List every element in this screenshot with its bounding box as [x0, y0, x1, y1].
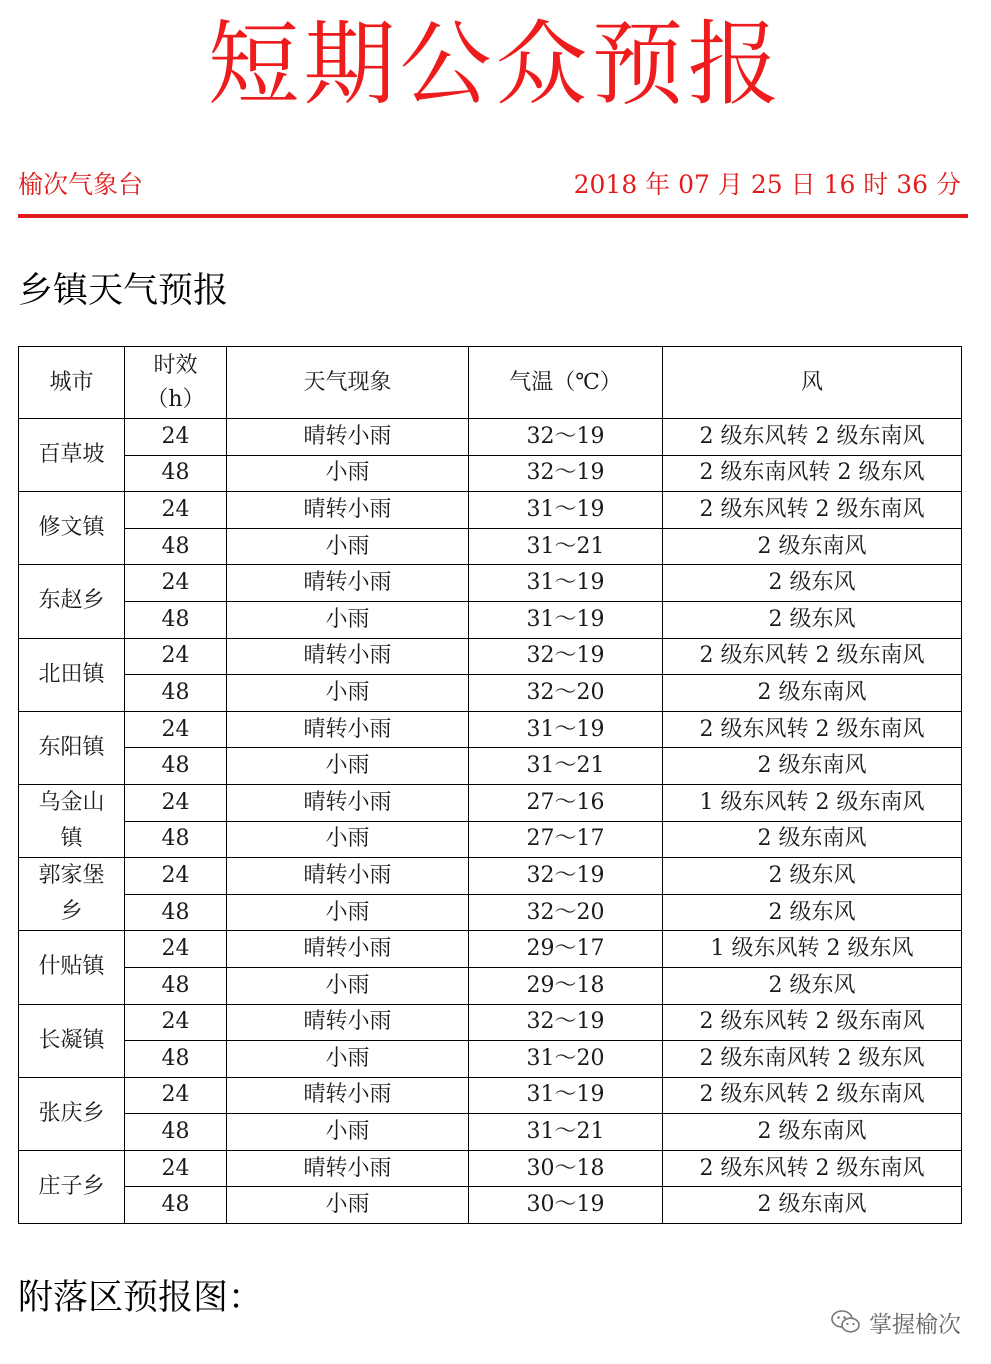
lead-time-cell: 24: [125, 1150, 227, 1187]
table-row: [19, 675, 962, 712]
town-name-cell: 修文镇: [19, 492, 125, 565]
lead-time-cell: 24: [125, 492, 227, 529]
table-row: [19, 419, 962, 456]
lead-time-cell: 48: [125, 967, 227, 1004]
weather-cell: 小雨: [227, 455, 469, 492]
table-row: [19, 1150, 962, 1187]
wind-cell: 2 级东风: [663, 894, 962, 931]
table-row: [19, 894, 962, 931]
weather-cell: 晴转小雨: [227, 1004, 469, 1041]
weather-cell: 晴转小雨: [227, 858, 469, 895]
lead-time-cell: 24: [125, 858, 227, 895]
temperature-cell: 32～19: [469, 858, 663, 895]
lead-time-cell: 24: [125, 711, 227, 748]
wind-cell: 2 级东南风: [663, 528, 962, 565]
column-header-weather: 天气现象: [227, 347, 469, 419]
table-row: [19, 1004, 962, 1041]
temperature-cell: 32～19: [469, 1004, 663, 1041]
forecast-table-body: [19, 419, 962, 1224]
wind-cell: 2 级东风转 2 级东南风: [663, 492, 962, 529]
temperature-cell: 32～19: [469, 419, 663, 456]
table-row: [19, 1041, 962, 1078]
lead-time-cell: 48: [125, 528, 227, 565]
forecast-table: [18, 346, 962, 1224]
watermark-text: 掌握榆次: [869, 1311, 961, 1338]
wind-cell: 2 级东南风: [663, 821, 962, 858]
wind-cell: 2 级东风转 2 级东南风: [663, 638, 962, 675]
wind-cell: 1 级东风转 2 级东南风: [663, 784, 962, 821]
weather-cell: 晴转小雨: [227, 1150, 469, 1187]
lead-time-cell: 24: [125, 565, 227, 602]
wind-cell: 2 级东南风转 2 级东风: [663, 455, 962, 492]
column-header-lead-time: [125, 347, 227, 419]
issuing-organization: 榆次气象台: [18, 170, 144, 199]
lead-time-cell: 48: [125, 1041, 227, 1078]
table-row: [19, 601, 962, 638]
temperature-cell: 31～19: [469, 601, 663, 638]
lead-time-cell: 48: [125, 1114, 227, 1151]
lead-time-cell: 48: [125, 455, 227, 492]
table-row: [19, 821, 962, 858]
temperature-cell: 31～19: [469, 1077, 663, 1114]
weather-cell: 晴转小雨: [227, 565, 469, 602]
temperature-cell: 32～20: [469, 894, 663, 931]
weather-cell: 小雨: [227, 675, 469, 712]
lead-time-cell: 24: [125, 1077, 227, 1114]
temperature-cell: 29～18: [469, 967, 663, 1004]
table-row: [19, 711, 962, 748]
temperature-cell: 30～18: [469, 1150, 663, 1187]
temperature-cell: 31～19: [469, 565, 663, 602]
column-header-lead-time-line1: 时效: [153, 352, 198, 378]
attached-map-title: 附落区预报图：: [18, 1278, 264, 1318]
weather-cell: 晴转小雨: [227, 784, 469, 821]
column-header-wind: 风: [663, 347, 962, 419]
wind-cell: 2 级东风: [663, 858, 962, 895]
lead-time-cell: 24: [125, 638, 227, 675]
lead-time-cell: 48: [125, 894, 227, 931]
column-header-city: 城市: [19, 347, 125, 419]
temperature-cell: 31～19: [469, 711, 663, 748]
temperature-cell: 31～20: [469, 1041, 663, 1078]
town-name-cell: 郭家堡乡: [19, 858, 125, 931]
weather-cell: 晴转小雨: [227, 931, 469, 968]
wechat-icon: [831, 1309, 861, 1335]
wind-cell: 2 级东风转 2 级东南风: [663, 419, 962, 456]
lead-time-cell: 24: [125, 419, 227, 456]
header-divider: [18, 214, 968, 218]
page-title: 短期公众预报: [207, 11, 784, 118]
column-header-lead-time-line2: （h）: [146, 386, 205, 412]
table-row: [19, 638, 962, 675]
temperature-cell: 31～21: [469, 528, 663, 565]
table-row: [19, 858, 962, 895]
table-row: [19, 528, 962, 565]
wind-cell: 2 级东南风: [663, 1114, 962, 1151]
lead-time-cell: 48: [125, 675, 227, 712]
wind-cell: 2 级东风转 2 级东南风: [663, 1004, 962, 1041]
wind-cell: 2 级东南风转 2 级东风: [663, 1041, 962, 1078]
temperature-cell: 27～16: [469, 784, 663, 821]
town-name-cell: 北田镇: [19, 638, 125, 711]
table-row: [19, 748, 962, 785]
table-header-row: [19, 347, 962, 419]
weather-cell: 晴转小雨: [227, 638, 469, 675]
lead-time-cell: 48: [125, 748, 227, 785]
table-row: [19, 455, 962, 492]
town-name-cell: 长凝镇: [19, 1004, 125, 1077]
wind-cell: 2 级东风: [663, 601, 962, 638]
watermark: [831, 1305, 961, 1339]
temperature-cell: 29～17: [469, 931, 663, 968]
wind-cell: 2 级东风: [663, 967, 962, 1004]
temperature-cell: 31～19: [469, 492, 663, 529]
temperature-cell: 32～19: [469, 455, 663, 492]
table-row: [19, 1114, 962, 1151]
town-name-cell: 乌金山镇: [19, 784, 125, 857]
table-row: [19, 565, 962, 602]
town-name-cell: 庄子乡: [19, 1150, 125, 1223]
temperature-cell: 31～21: [469, 748, 663, 785]
weather-cell: 晴转小雨: [227, 711, 469, 748]
table-row: [19, 492, 962, 529]
weather-cell: 小雨: [227, 748, 469, 785]
temperature-cell: 32～19: [469, 638, 663, 675]
issue-datetime: 2018 年 07 月 25 日 16 时 36 分: [573, 170, 961, 199]
weather-cell: 小雨: [227, 1041, 469, 1078]
temperature-cell: 27～17: [469, 821, 663, 858]
weather-cell: 晴转小雨: [227, 492, 469, 529]
section-title: 乡镇天气预报: [18, 271, 229, 311]
wind-cell: 2 级东南风: [663, 748, 962, 785]
lead-time-cell: 24: [125, 931, 227, 968]
table-row: [19, 1187, 962, 1224]
weather-cell: 晴转小雨: [227, 419, 469, 456]
wind-cell: 2 级东风转 2 级东南风: [663, 1077, 962, 1114]
wind-cell: 2 级东风转 2 级东南风: [663, 1150, 962, 1187]
weather-cell: 小雨: [227, 821, 469, 858]
table-row: [19, 1077, 962, 1114]
table-row: [19, 784, 962, 821]
wind-cell: 2 级东风: [663, 565, 962, 602]
lead-time-cell: 48: [125, 821, 227, 858]
lead-time-cell: 24: [125, 784, 227, 821]
table-row: [19, 931, 962, 968]
wind-cell: 2 级东风转 2 级东南风: [663, 711, 962, 748]
town-name-cell: 张庆乡: [19, 1077, 125, 1150]
weather-cell: 小雨: [227, 528, 469, 565]
table-row: [19, 967, 962, 1004]
wind-cell: 2 级东南风: [663, 675, 962, 712]
temperature-cell: 32～20: [469, 675, 663, 712]
lead-time-cell: 48: [125, 1187, 227, 1224]
wind-cell: 1 级东风转 2 级东风: [663, 931, 962, 968]
lead-time-cell: 48: [125, 601, 227, 638]
weather-cell: 小雨: [227, 894, 469, 931]
weather-cell: 小雨: [227, 1187, 469, 1224]
wind-cell: 2 级东南风: [663, 1187, 962, 1224]
town-name-cell: 东阳镇: [19, 711, 125, 784]
temperature-cell: 31～21: [469, 1114, 663, 1151]
weather-cell: 小雨: [227, 967, 469, 1004]
town-name-cell: 百草坡: [19, 419, 125, 492]
temperature-cell: 30～19: [469, 1187, 663, 1224]
weather-cell: 晴转小雨: [227, 1077, 469, 1114]
column-header-temperature: 气温（℃）: [469, 347, 663, 419]
lead-time-cell: 24: [125, 1004, 227, 1041]
town-name-cell: 东赵乡: [19, 565, 125, 638]
weather-cell: 小雨: [227, 601, 469, 638]
weather-cell: 小雨: [227, 1114, 469, 1151]
town-name-cell: 什贴镇: [19, 931, 125, 1004]
